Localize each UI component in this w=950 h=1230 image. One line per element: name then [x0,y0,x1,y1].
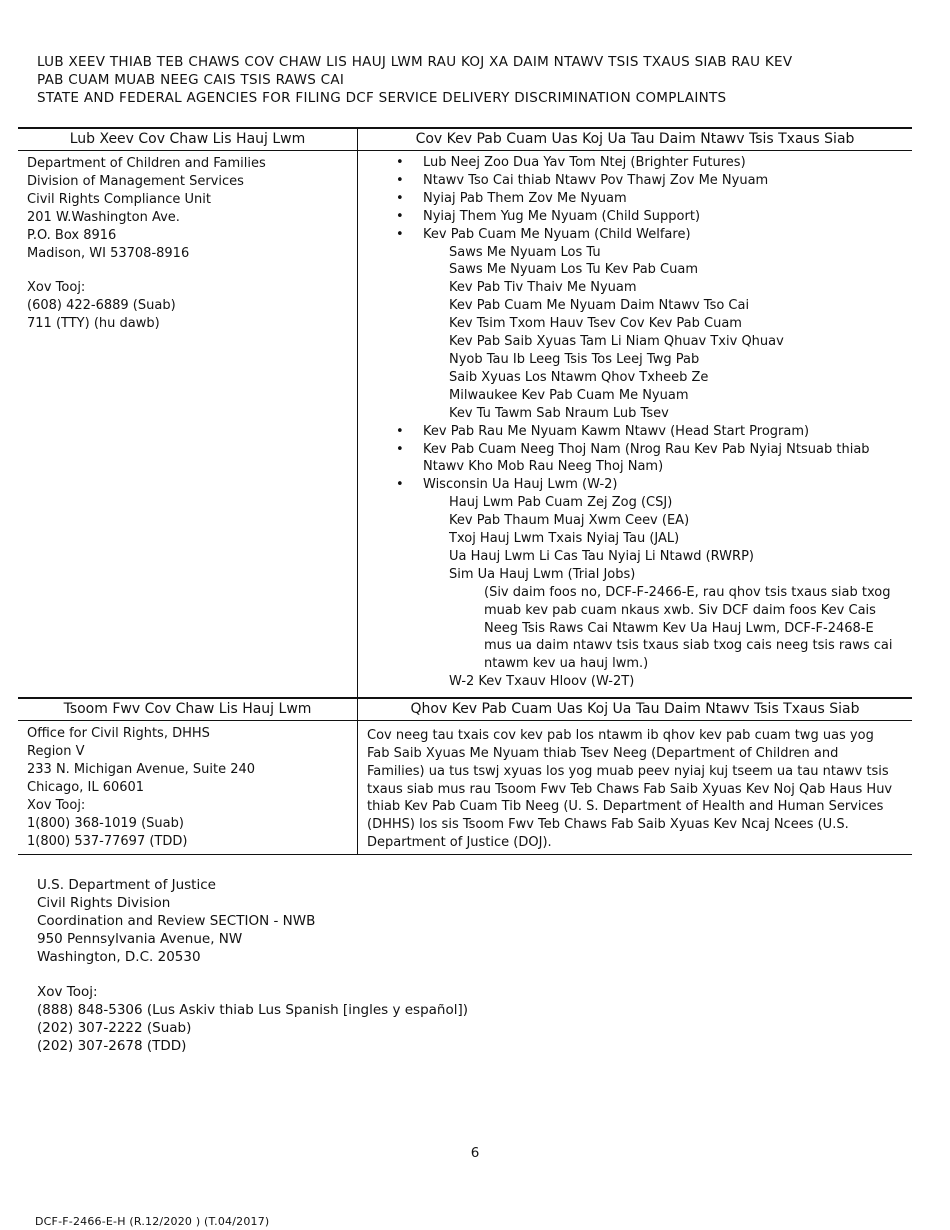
state-content-row [18,151,912,699]
federal-description: Cov neeg tau txais cov kev pab los ntawm ib qhov kev pab cuam twg uas yog Fab Saib Xyuas Me Nyuam thiab Tsev Neeg (Department of Children and Families) ua tus tswj xyuas los yog muab peev nyiaj kuj tseem ua tau ntawv tsis txaus siab mus rau Tsoom Fwv Teb Chaws Fab Saib Xyuas Kev Noj Qab Haus Huv thiab Kev Pab Cuam Tib Neeg (U. S. Department of Health and Human Services (DHHS) los sis Tsoom Fwv Teb Chaws Fab Saib Xyuas Kev Ncaj Ncees (U.S. Department of Justice (DOJ). [358,721,913,855]
title-line-1: LUB XEEV THIAB TEB CHAWS COV CHAW LIS HAUJ LWM RAU KOJ XA DAIM NTAWV TSIS TXAUS SIAB RAU KEV [37,54,793,70]
spacer [37,966,468,983]
agencies-table [18,127,912,855]
doj-contact-block [37,876,468,1055]
address-line: U.S. Department of Justice [37,877,216,893]
program-item-w2: • Wisconsin Ua Hauj Lwm (W-2) Hauj Lwm Pab Cuam Zej Zog (CSJ) Kev Pab Thaum Muaj Xwm Ceev (EA) Txoj Hauj Lwm Txais Nyiaj Tau (JAL) Ua Hauj Lwm Li Cas Tau Nyiaj Li Ntawd (RWRP) Sim Ua Hauj Lwm (Trial Jobs) (Siv daim foos no, DCF-F-2466-E, rau qhov tsis txaus siab txog muab kev pab cuam nkaus xwb. Siv DCF daim foos Kev Cais Neeg Tsis Raws Cai Ntawm Kev Ua Hauj Lwm, DCF-F-2468-E mus ua daim ntawv tsis txaus siab txog cais neeg tsis raws cai ntawm kev ua hauj lwm.) W-2 Kev Txauv Hloov (W-2T) [366,476,902,691]
address-line: 233 N. Michigan Avenue, Suite 240 [27,762,256,777]
sub-program: Sim Ua Hauj Lwm (Trial Jobs) [449,566,636,582]
state-agencies-header: Lub Xeev Cov Chaw Lis Hauj Lwm [18,128,358,151]
sub-program: Kev Pab Thaum Muaj Xwm Ceev (EA) [449,513,690,529]
sub-program: Txoj Hauj Lwm Txais Nyiaj Tau (JAL) [449,531,680,547]
address-line: Division of Management Services [27,173,244,189]
note-wrapper [423,584,902,674]
programs-list [366,154,902,691]
address-line: 950 Pennsylvania Avenue, NW [37,931,243,947]
sub-program: Ua Hauj Lwm Li Cas Tau Nyiaj Li Ntawd (RWRP) [449,548,754,564]
program-item-child-welfare: • Kev Pab Cuam Me Nyuam (Child Welfare) Saws Me Nyuam Los Tu Saws Me Nyuam Los Tu Kev Pab Cuam Kev Pab Tiv Thaiv Me Nyuam Kev Pab Cuam Me Nyuam Daim Ntawv Tso Cai Kev Tsim Txom Hauv Tsev Cov Kev Pab Cuam Kev Pab Saib Xyuas Tam Li Niam Qhuav Txiv Qhuav Nyob Tau Ib Leeg Tsis Tos Leej Twg Pab Saib Xyuas Los Ntawm Qhov Txheeb Ze Milwaukee Kev Pab Cuam Me Nyuam Kev Tu Tawm Sab Nraum Lub Tsev [366,226,902,423]
federal-agency-address [18,721,358,855]
sub-program: Kev Pab Tiv Thaiv Me Nyuam [449,280,637,296]
address-line: 201 W.Washington Ave. [27,209,180,225]
title-line-2: PAB CUAM MUAB NEEG CAIS TSIS RAWS CAI [37,72,345,88]
sub-program: W-2 Kev Txauv Hloov (W-2T) [449,674,635,690]
title-line-3: STATE AND FEDERAL AGENCIES FOR FILING DCF SERVICE DELIVERY DISCRIMINATION COMPLAINTS [37,90,727,106]
address-line: Civil Rights Division [37,895,171,911]
sub-program: Saib Xyuas Los Ntawm Qhov Txheeb Ze [449,369,709,385]
address-line: Department of Children and Families [27,156,266,171]
sub-program: Saws Me Nyuam Los Tu [449,244,601,260]
program-item: • Nyiaj Them Yug Me Nyuam (Child Support) [366,208,902,226]
sub-program: Kev Pab Saib Xyuas Tam Li Niam Qhuav Txiv Qhuav [449,334,784,350]
address-line: Region V [27,744,85,760]
state-header-row [18,128,912,151]
form-id: DCF-F-2466-E-H (R.12/2020 ) (T.04/2017) [35,1215,270,1228]
state-programs-header: Cov Kev Pab Cuam Uas Koj Ua Tau Daim Ntawv Tsis Txaus Siab [358,128,913,151]
phone-number: 711 (TTY) (hu dawb) [27,316,160,332]
sub-program: Kev Tsim Txom Hauv Tsev Cov Kev Pab Cuam [449,316,742,332]
sub-program: Kev Pab Cuam Me Nyuam Daim Ntawv Tso Cai [449,298,750,314]
program-item: • Lub Neej Zoo Dua Yav Tom Ntej (Brighter Futures) [366,154,902,172]
address-line: Washington, D.C. 20530 [37,949,201,965]
phone-label: Xov Tooj: [37,984,98,1000]
sub-program: Kev Tu Tawm Sab Nraum Lub Tsev [449,405,669,421]
sub-program: Hauj Lwm Pab Cuam Zej Zog (CSJ) [449,495,673,511]
state-agency-address [18,151,358,699]
page-number: 6 [470,1145,480,1161]
program-item: • Kev Pab Cuam Neeg Thoj Nam (Nrog Rau Kev Pab Nyiaj Ntsuab thiab Ntawv Kho Mob Rau Neeg Thoj Nam) [366,441,902,477]
phone-number: 1(800) 537-77697 (TDD) [27,833,188,849]
phone-number: (888) 848-5306 (Lus Askiv thiab Lus Spanish [ingles y español]) [37,1002,469,1018]
address-line: Civil Rights Compliance Unit [27,191,211,207]
phone-number: 1(800) 368-1019 (Suab) [27,815,184,831]
program-item: • Kev Pab Rau Me Nyuam Kawm Ntawv (Head Start Program) [366,423,902,441]
address-line: Coordination and Review SECTION - NWB [37,913,316,929]
federal-programs-header: Qhov Kev Pab Cuam Uas Koj Ua Tau Daim Ntawv Tsis Txaus Siab [358,698,913,721]
phone-label: Xov Tooj: [27,797,86,813]
address-line: Madison, WI 53708-8916 [27,245,190,261]
spacer [27,262,357,279]
sub-program: Saws Me Nyuam Los Tu Kev Pab Cuam [449,262,698,278]
phone-number: (202) 307-2222 (Suab) [37,1020,192,1036]
page-title [37,53,917,107]
phone-label: Xov Tooj: [27,280,86,296]
program-item: • Ntawv Tso Cai thiab Ntawv Pov Thawj Zov Me Nyuam [366,172,902,190]
federal-agencies-header: Tsoom Fwv Cov Chaw Lis Hauj Lwm [18,698,358,721]
federal-content-row [18,721,912,855]
phone-number: (202) 307-2678 (TDD) [37,1038,187,1054]
phone-number: (608) 422-6889 (Suab) [27,298,176,314]
form-usage-note: (Siv daim foos no, DCF-F-2466-E, rau qhov tsis txaus siab txog muab kev pab cuam nkaus xwb. Siv DCF daim foos Kev Cais Neeg Tsis Raws Cai Ntawm Kev Ua Hauj Lwm, DCF-F-2468-E mus ua daim ntawv tsis txaus siab txog cais neeg tsis raws cai ntawm kev ua hauj lwm.) [484,584,893,672]
program-item: • Nyiaj Pab Them Zov Me Nyuam [366,190,902,208]
federal-header-row [18,698,912,721]
address-line: P.O. Box 8916 [27,227,117,243]
state-programs-list [358,151,913,699]
sub-program: Nyob Tau Ib Leeg Tsis Tos Leej Twg Pab [449,351,700,367]
sub-program: Milwaukee Kev Pab Cuam Me Nyuam [449,387,689,403]
address-line: Chicago, IL 60601 [27,779,145,795]
address-line: Office for Civil Rights, DHHS [27,726,210,742]
